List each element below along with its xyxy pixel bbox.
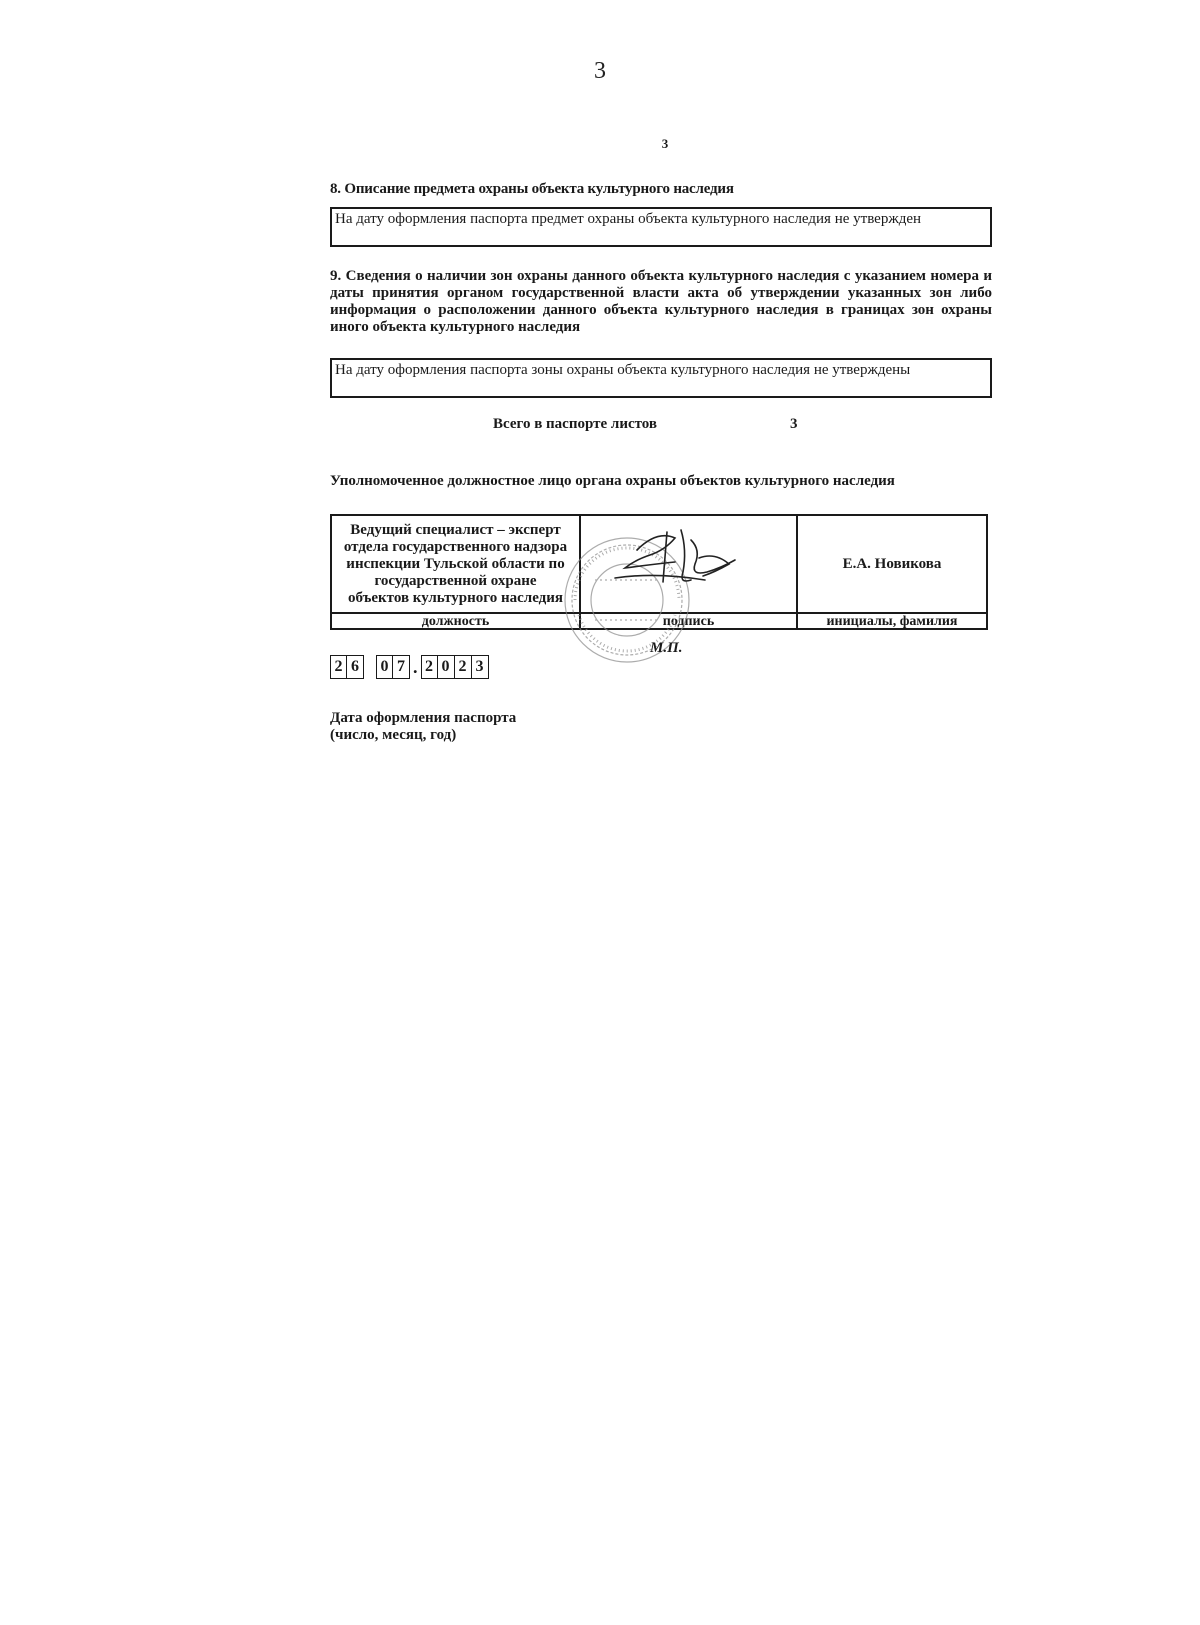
sheets-value: 3 bbox=[790, 416, 798, 432]
page-number-top: 3 bbox=[594, 58, 606, 84]
name-cell: Е.А. Новикова bbox=[797, 515, 987, 613]
section-9-box bbox=[330, 358, 992, 398]
date-caption-line: (число, месяц, год) bbox=[330, 727, 457, 743]
date-digit: 7 bbox=[393, 655, 410, 679]
section-8-box bbox=[330, 207, 992, 247]
official-heading: Уполномоченное должностное лицо органа охраны объектов культурного наследия bbox=[330, 473, 895, 489]
caption-name: инициалы, фамилия bbox=[797, 613, 987, 629]
date-caption-line: Дата оформления паспорта bbox=[330, 710, 517, 726]
caption-position: должность bbox=[331, 613, 580, 629]
date-boxes bbox=[330, 655, 489, 679]
date-digit: 2 bbox=[455, 655, 472, 679]
signature-cell bbox=[580, 515, 797, 613]
date-caption bbox=[330, 710, 516, 744]
date-digit: 3 bbox=[472, 655, 489, 679]
date-digit: 6 bbox=[347, 655, 364, 679]
page-number-inner: 3 bbox=[661, 136, 669, 151]
sheets-label: Всего в паспорте листов bbox=[493, 416, 658, 432]
date-digit: 0 bbox=[438, 655, 455, 679]
caption-signature: подпись bbox=[580, 613, 797, 629]
date-digit: 0 bbox=[376, 655, 393, 679]
section-8-heading: 8. Описание предмета охраны объекта культурного наследия bbox=[330, 181, 734, 197]
position-line: объектов культурного наследия bbox=[347, 589, 564, 606]
position-line: государственной охране bbox=[374, 572, 537, 589]
position-line: Ведущий специалист – эксперт bbox=[350, 521, 561, 538]
date-digit: 2 bbox=[330, 655, 347, 679]
date-day bbox=[330, 655, 364, 679]
date-separator: . bbox=[413, 657, 418, 677]
signature-table bbox=[330, 514, 988, 630]
position-cell bbox=[331, 515, 580, 613]
position-line: инспекции Тульской области по bbox=[346, 555, 565, 572]
date-digit: 2 bbox=[421, 655, 438, 679]
section-9-box-text: На дату оформления паспорта зоны охраны объекта культурного наследия не утверждены bbox=[335, 362, 911, 378]
date-year bbox=[421, 655, 489, 679]
date-month bbox=[376, 655, 410, 679]
mp-label: М.П. bbox=[650, 640, 683, 656]
position-line: отдела государственного надзора bbox=[343, 538, 568, 555]
section-9-heading: 9. Сведения о наличии зон охраны данного объекта культурного наследия с указанием номера и даты принятия органом государственной власти акта об утверждении указанных зон либо информация о расположении данного объекта культурного наследия в границах зон охраны иного объекта культурного наследия bbox=[330, 268, 992, 335]
section-8-box-text: На дату оформления паспорта предмет охраны объекта культурного наследия не утвержден bbox=[335, 211, 922, 227]
